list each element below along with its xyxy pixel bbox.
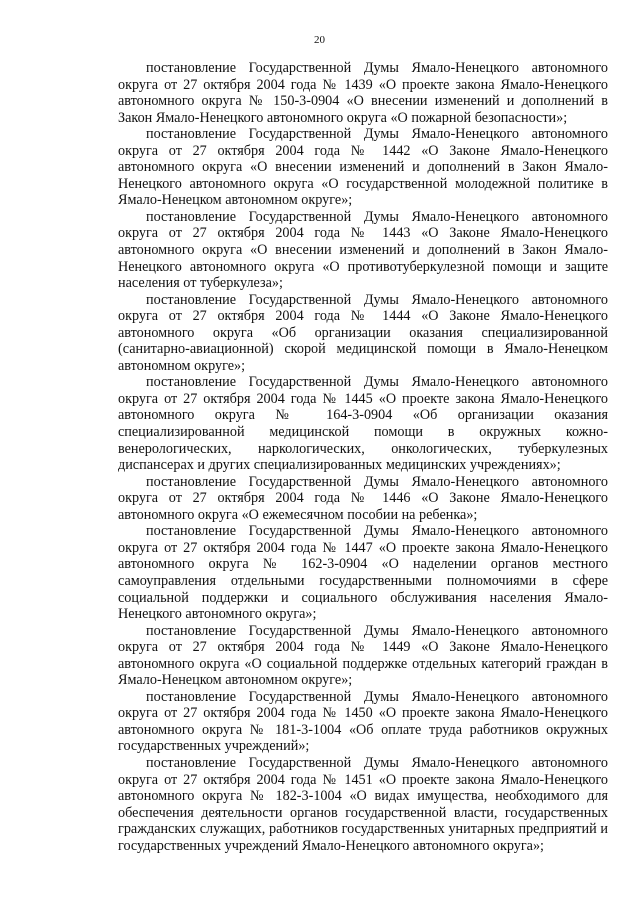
resolution-paragraph-1439: постановление Государственной Думы Ямало-Ненецкого автономного округа от 27 октября 2004 года № 1439 «О проекте закона Ямало-Ненецкого автономного округа № 150-3-0904 «О внесении изменений и дополнений в Закон Ямало-Ненецкого автономного округа «О пожарной безопасности»; [118, 60, 608, 126]
document-body [118, 60, 608, 854]
resolution-paragraph-1450: постановление Государственной Думы Ямало-Ненецкого автономного округа от 27 октября 2004 года № 1450 «О проекте закона Ямало-Ненецкого автономного округа № 181-3-1004 «Об оплате труда работников окружных государственных учреждений»; [118, 688, 608, 755]
resolution-paragraph-1446: постановление Государственной Думы Ямало-Ненецкого автономного округа от 27 октября 2004 года № 1446 «О Законе Ямало-Ненецкого автономного округа «О ежемесячном пособии на ребенка»; [118, 473, 608, 523]
resolution-paragraph-1449: постановление Государственной Думы Ямало-Ненецкого автономного округа от 27 октября 2004 года № 1449 «О Законе Ямало-Ненецкого автономного округа «О социальной поддержке отдельных категорий граждан в Ямало-Ненецком автономном округе»; [118, 622, 608, 689]
resolution-paragraph-1443: постановление Государственной Думы Ямало-Ненецкого автономного округа от 27 октября 2004 года № 1443 «О Законе Ямало-Ненецкого автономного округа «О внесении изменений и дополнений в Закон Ямало-Ненецкого автономного округа «О противотуберкулезной помощи и защите населения от туберкулеза»; [118, 208, 608, 292]
resolution-paragraph-1442: постановление Государственной Думы Ямало-Ненецкого автономного округа от 27 октября 2004 года № 1442 «О Законе Ямало-Ненецкого автономного округа «О внесении изменений и дополнений в Закон Ямало-Ненецкого автономного округа «О государственной молодежной политике в Ямало-Ненецком автономном округе»; [118, 126, 608, 209]
resolution-paragraph-1451: постановление Государственной Думы Ямало-Ненецкого автономного округа от 27 октября 2004 года № 1451 «О проекте закона Ямало-Ненецкого автономного округа № 182-3-1004 «О видах имущества, необходимого для обеспечения деятельности органов государственной власти, государственных гражданских служащих, работников государственных унитарных предприятий и государственных учреждений Ямало-Ненецкого автономного округа»; [118, 754, 608, 854]
resolution-paragraph-1447: постановление Государственной Думы Ямало-Ненецкого автономного округа от 27 октября 2004 года № 1447 «О проекте закона Ямало-Ненецкого автономного округа № 162-3-0904 «О наделении органов местного самоуправления отдельными государственными полномочиями в сфере социальной поддержки и социального обслуживания населения Ямало-Ненецкого автономного округа»; [118, 523, 608, 623]
page-number: 20 [314, 34, 325, 46]
resolution-paragraph-1444: постановление Государственной Думы Ямало-Ненецкого автономного округа от 27 октября 2004 года № 1444 «О Законе Ямало-Ненецкого автономного округа «Об организации оказания специализированной (санитарно-авиационной) скорой медицинской помощи в Ямало-Ненецком автономном округе»; [118, 291, 608, 374]
resolution-paragraph-1445: постановление Государственной Думы Ямало-Ненецкого автономного округа от 27 октября 2004 года № 1445 «О проекте закона Ямало-Ненецкого автономного округа № 164-3-0904 «Об организации оказания специализированной медицинской помощи в окружных кожно-венерологических, наркологических, онкологических, туберкулезных диспансерах и других специализированных медицинских учреждениях»; [118, 374, 608, 474]
